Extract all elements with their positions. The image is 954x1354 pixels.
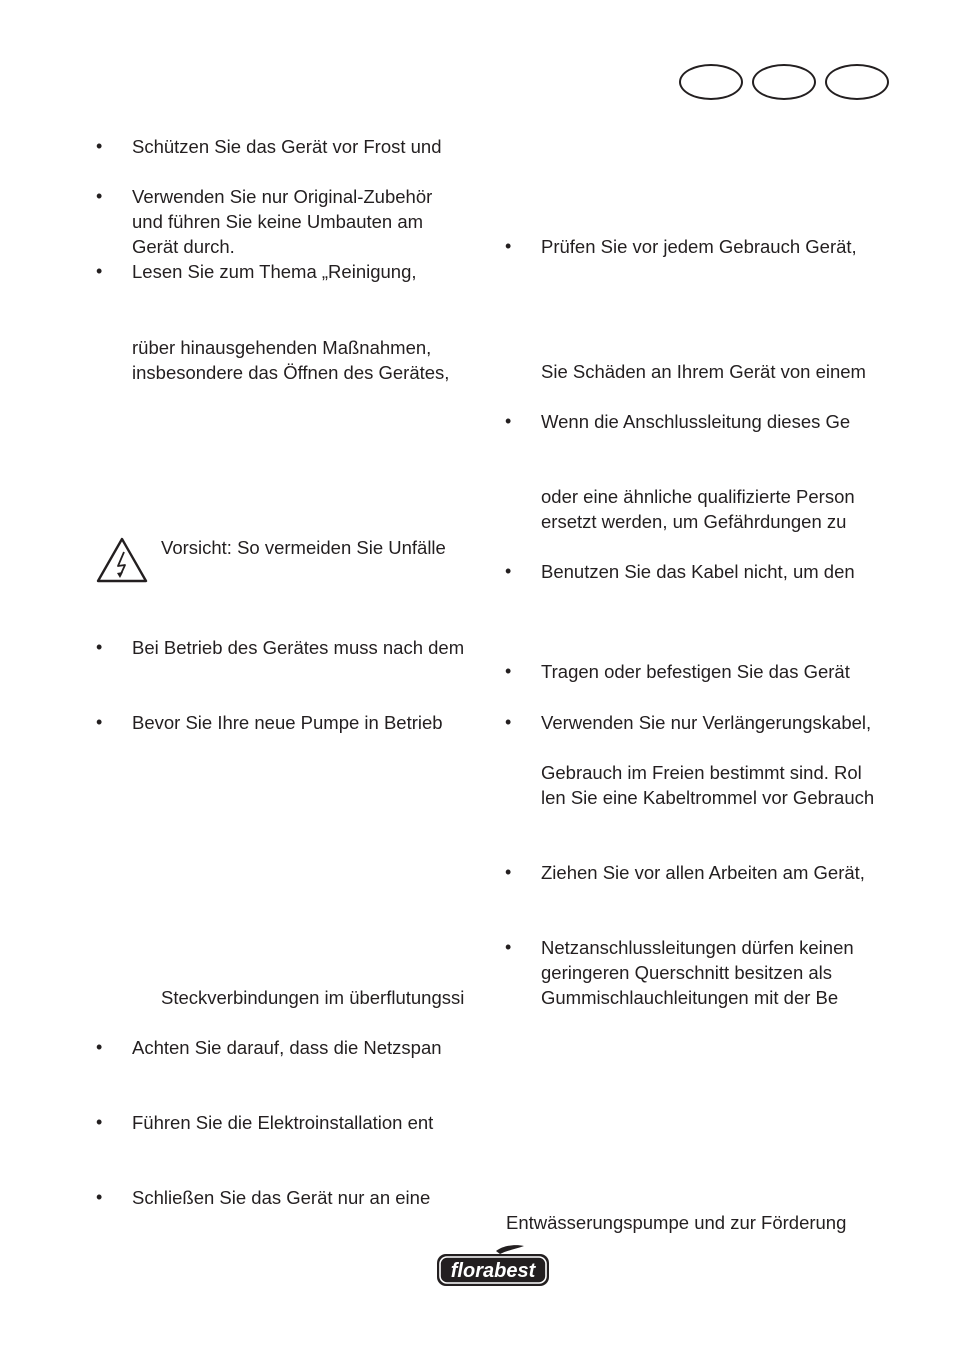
bullet: • [505,712,512,732]
paragraph-line: Steckverbindungen im überflutungssi [161,987,465,1008]
list-item: Verwenden Sie nur Verlängerungskabel, [541,712,872,733]
paragraph-line: len Sie eine Kabeltrommel vor Gebrauch [541,787,875,808]
logo-text: florabest [450,1260,536,1282]
list-item: und führen Sie keine Umbauten am [132,211,424,232]
language-badges [679,64,891,104]
list-item: Verwenden Sie nur Original-Zubehör [132,186,433,207]
high-voltage-warning-icon [96,536,148,584]
bullet: • [505,236,512,256]
list-item: Achten Sie darauf, dass die Netzspan [132,1037,442,1058]
list-item: Bei Betrieb des Gerätes muss nach dem [132,637,465,658]
language-oval-icon [752,64,816,100]
paragraph-line: Gebrauch im Freien bestimmt sind. Rol [541,762,862,783]
bullet: • [96,261,103,281]
bullet: • [96,712,103,732]
list-item: Gummischlauchleitungen mit der Be [541,987,839,1008]
list-item: Benutzen Sie das Kabel nicht, um den [541,561,855,582]
bullet: • [505,937,512,957]
paragraph-line: oder eine ähnliche qualifizierte Person [541,486,855,507]
list-item: Lesen Sie zum Thema „Reinigung, [132,261,417,282]
paragraph-line: Entwässerungspumpe und zur Förderung [506,1212,847,1233]
list-item: Wenn die Anschlussleitung dieses Ge [541,411,851,432]
warning-heading: Vorsicht: So vermeiden Sie Unfälle [161,537,446,558]
paragraph-line: insbesondere das Öffnen des Gerätes, [132,362,450,383]
list-item: Tragen oder befestigen Sie das Gerät [541,661,850,682]
bullet: • [96,1187,103,1207]
bullet: • [96,637,103,657]
list-item: Führen Sie die Elektroinstallation ent [132,1112,434,1133]
bullet: • [505,411,512,431]
paragraph-line: ersetzt werden, um Gefährdungen zu [541,511,847,532]
bullet: • [505,862,512,882]
list-item: Gerät durch. [132,236,235,257]
paragraph-line: Sie Schäden an Ihrem Gerät von einem [541,361,866,382]
list-item: Bevor Sie Ihre neue Pumpe in Betrieb [132,712,443,733]
language-oval-icon [679,64,743,100]
bullet: • [505,661,512,681]
paragraph-line: rüber hinausgehenden Maßnahmen, [132,337,432,358]
list-item: Prüfen Sie vor jedem Gebrauch Gerät, [541,236,857,257]
list-item: Schützen Sie das Gerät vor Frost und [132,136,442,157]
bullet: • [96,1037,103,1057]
bullet: • [96,136,103,156]
bullet: • [96,186,103,206]
list-item: Schließen Sie das Gerät nur an eine [132,1187,431,1208]
list-item: geringeren Querschnitt besitzen als [541,962,833,983]
language-oval-icon [825,64,889,100]
bullet: • [505,561,512,581]
list-item: Netzanschlussleitungen dürfen keinen [541,937,854,958]
florabest-logo [434,1243,552,1289]
bullet: • [96,1112,103,1132]
list-item: Ziehen Sie vor allen Arbeiten am Gerät, [541,862,865,883]
